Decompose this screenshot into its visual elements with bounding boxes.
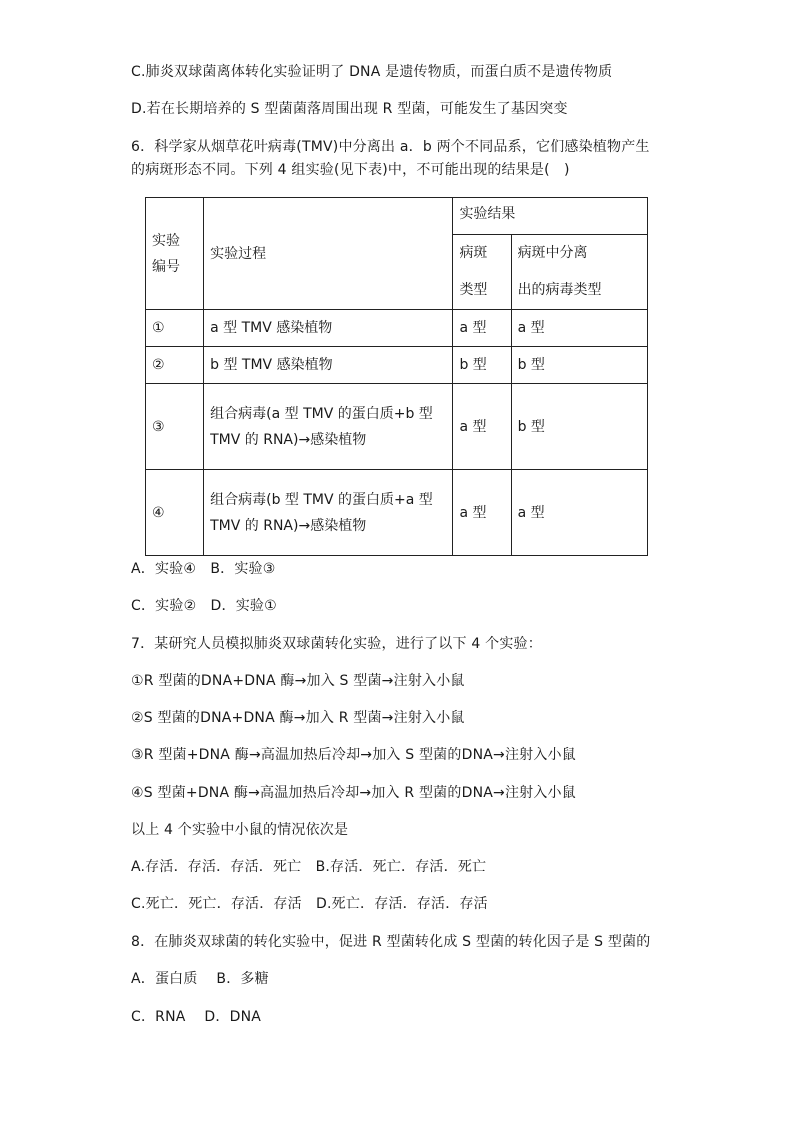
q6-stem-line-1: 6．科学家从烟草花叶病毒(TMV)中分离出 a．b 两个不同品系，它们感染植物产生 <box>131 139 650 155</box>
row-id: ③ <box>146 384 204 470</box>
row-id: ④ <box>146 470 204 556</box>
row-process: 组合病毒(a 型 TMV 的蛋白质+b 型 TMV 的 RNA)→感染植物 <box>204 384 453 470</box>
row-process: b 型 TMV 感染植物 <box>204 347 453 384</box>
q8-options-cd: C．RNA D．DNA <box>131 1009 262 1025</box>
experiment-table <box>145 197 648 556</box>
header-virus-type: 病斑中分离 出的病毒类型 <box>511 235 647 310</box>
q7-ask: 以上 4 个实验中小鼠的情况依次是 <box>131 822 349 838</box>
q8-stem: 8．在肺炎双球菌的转化实验中，促进 R 型菌转化成 S 型菌的转化因子是 S 型菌的 <box>131 934 651 950</box>
row-id: ① <box>146 310 204 347</box>
row-id: ② <box>146 347 204 384</box>
q6-stem-line-2: 的病斑形态不同。下列 4 组实验(见下表)中，不可能出现的结果是( ) <box>131 162 570 178</box>
q7-experiment-3: ③R 型菌+DNA 酶→高温加热后冷却→加入 S 型菌的DNA→注射入小鼠 <box>131 747 576 763</box>
q6-options-cd: C．实验② D．实验① <box>131 598 277 614</box>
q7-experiment-1: ①R 型菌的DNA+DNA 酶→加入 S 型菌→注射入小鼠 <box>131 673 465 689</box>
table-row <box>146 384 648 470</box>
q7-stem: 7．某研究人员模拟肺炎双球菌转化实验，进行了以下 4 个实验： <box>131 636 542 652</box>
q5-option-c: C.肺炎双球菌离体转化实验证明了 DNA 是遗传物质，而蛋白质不是遗传物质 <box>131 64 613 80</box>
header-experiment-id: 实验 编号 <box>146 198 204 310</box>
header-process: 实验过程 <box>204 198 453 310</box>
q7-options-cd: C.死亡．死亡．存活．存活 D.死亡．存活．存活．存活 <box>131 896 488 912</box>
row-virus-type: a 型 <box>511 310 647 347</box>
header-results: 实验结果 <box>453 198 648 235</box>
table-row <box>146 310 648 347</box>
row-process: a 型 TMV 感染植物 <box>204 310 453 347</box>
row-virus-type: b 型 <box>511 384 647 470</box>
row-spot-type: a 型 <box>453 470 511 556</box>
q5-option-d: D.若在长期培养的 S 型菌菌落周围出现 R 型菌，可能发生了基因突变 <box>131 101 568 117</box>
row-spot-type: a 型 <box>453 310 511 347</box>
q7-experiment-2: ②S 型菌的DNA+DNA 酶→加入 R 型菌→注射入小鼠 <box>131 710 465 726</box>
row-process: 组合病毒(b 型 TMV 的蛋白质+a 型 TMV 的 RNA)→感染植物 <box>204 470 453 556</box>
row-spot-type: b 型 <box>453 347 511 384</box>
table-row <box>146 470 648 556</box>
q8-options-ab: A．蛋白质 B．多糖 <box>131 971 269 987</box>
row-virus-type: a 型 <box>511 470 647 556</box>
header-spot-type: 病斑 类型 <box>453 235 511 310</box>
q7-experiment-4: ④S 型菌+DNA 酶→高温加热后冷却→加入 R 型菌的DNA→注射入小鼠 <box>131 785 576 801</box>
row-spot-type: a 型 <box>453 384 511 470</box>
table-row <box>146 347 648 384</box>
q7-options-ab: A.存活．存活．存活．死亡 B.存活．死亡．存活．死亡 <box>131 859 487 875</box>
table-header-row <box>146 198 648 235</box>
row-virus-type: b 型 <box>511 347 647 384</box>
q6-options-ab: A．实验④ B．实验③ <box>131 561 276 577</box>
